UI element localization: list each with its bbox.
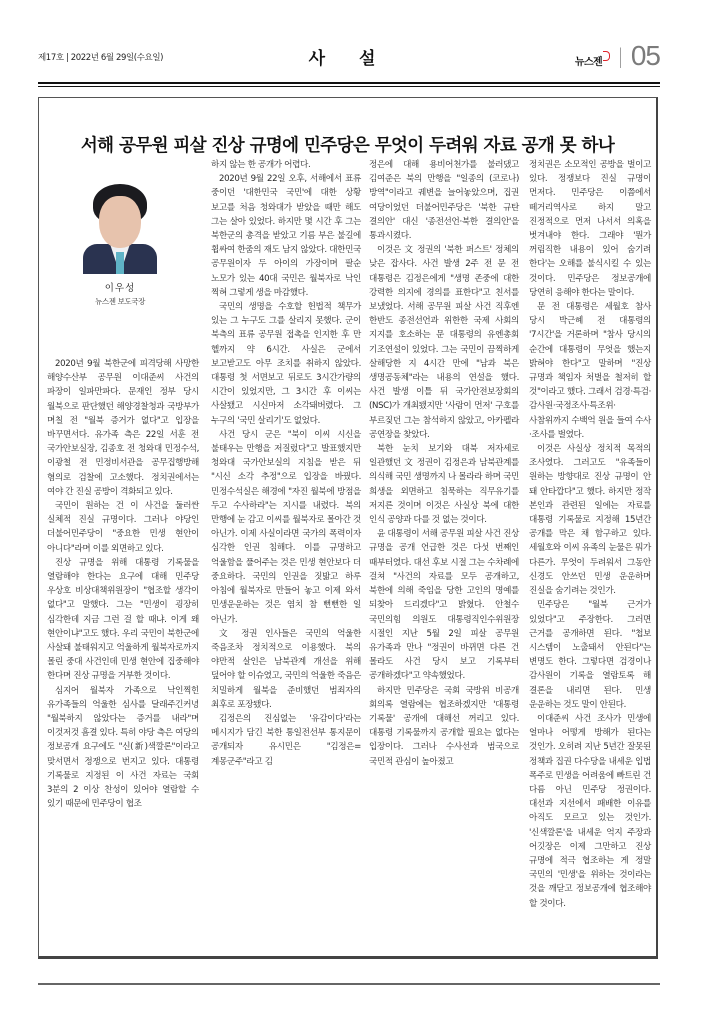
author-name: 이우성 (104, 283, 136, 294)
paragraph: 사건 당시 군은 "북이 이씨 시신을 불태우는 만행을 저질렀다"고 발표했지만 청와대 국가안보실의 지침을 받은 뒤 "시신 소각 추정"으로 입장을 바꿨다. 민정수석실은 해경에 "자진 월북에 방점을 두고 수사하라"는 지시를 내렸다. 북의 만행에 눈 감고 이씨를 월북자로 몰아간 것 아닌가. 이제 사실이라면 국가의 폭력이자 심각한 인권 침해다. 이를 규명하고 억울함을 풀어주는 것은 민생 현안보다 더 중요하다. 국민의 인권을 짓밟고 하루 아침에 월북자로 만들어 놓고 이제 와서 민생운운하는 것은 염치 참 뻔뻔한 일 아닌가. (211, 429, 361, 625)
author-title: 뉴스젠 보도국장 (95, 297, 145, 306)
logo-mark-icon (603, 51, 610, 61)
header-rule-thin (38, 86, 660, 87)
paragraph: 이것은 文 정권의 '북한 퍼스트' 정체의 낮은 잡사다. 사건 발생 2주 전 문 전 대통령은 김정은에게 "생명 존중에 대한 강력한 의지에 경의를 표한다"고 친서를 보냈었다. 서해 공무원 피살 사건 직후엔 한반도 종전선언과 위한한 국제 사회의 지지를 호소하는 문 대통령의 유엔총회 기조연설이 있었다. 그는 국민이 끔찍하게 살해당한 지 4시간 만에 "남과 북은 생명공동체"라는 내용의 연설을 했다. 사건 발생 이틀 뒤 국가안전보장회의(NSC)가 개최됐지만 '사람이 먼저' 구호를 부르짖던 그는 참석하지 않았고, 아카펠라 공연장을 찾았다. (369, 245, 519, 440)
article-headline: 서해 공무원 피살 진상 규명에 민주당은 무엇이 두려워 자료 공개 못 하나 (80, 135, 615, 156)
article-column-3 (369, 158, 519, 769)
header-separator: | (617, 44, 624, 68)
paragraph: 하지만 민주당은 국회 국방위 비공개 회의록 열람에는 협조하겠지만 '대통령 기록물' 공개에 대해선 꺼리고 있다. 대통령 기록물까지 공개할 필요는 없다는 입장이다. 그러나 수사선과 범국으로 국민적 관심이 높아졌고 (369, 685, 519, 767)
article-column-1 (47, 357, 199, 812)
paragraph: 국민의 생명을 수호할 헌법적 책무가 있는 그 누구도 그를 살리지 못했다. 군이 북측의 표류 공무원 접촉을 인지한 후 만 헬까지 약 6시간. 사실은 군에서 보고받고도 아무 조치를 취하지 않았다. 대통령 첫 서면보고 뒤로도 3시간가량의 시간이 있었지만, 그 3시간 후 이씨는 사살됐고 시신마저 소각돼버렸다. 그 누구의 '국민 살리기'도 없었다. (211, 302, 361, 426)
section-title: 사 설 (308, 49, 390, 69)
paragraph: 심지어 월북자 가족으로 낙인찍힌 유가족들의 억울한 심사를 달래주긴커녕 "월북하지 않았다는 증거를 내라"며 이것저것 흠결 있다. 특히 야당 측은 여당의 정보공개 요구에도 "신(新)색깔론"이라고 맞서면서 정쟁으로 번지고 있다. 대통령 기록물로 지정된 이 사건 자료는 국회 3분의 2 이상 찬성이 있어야 열람할 수 있기 때문에 민주당이 협조 (47, 685, 199, 810)
paragraph: 정은에 대해 용비어천가를 불러댔고 김여준은 북의 만행을 "일종의 (코로나) 방역"이라고 궤변을 늘어놓았으며, 집권 여당이었던 더불어민주당은 '북한 규탄 결의안' 대신 '종전선언·북한 결의안'을 통과시켰다. (369, 160, 519, 242)
paragraph: 하지 않는 한 공개가 어렵다. (211, 160, 311, 170)
logo-text: 뉴스젠 (574, 56, 603, 68)
header-rule-thick (38, 82, 660, 84)
article-column-2 (211, 158, 361, 769)
paragraph: 진상 규명을 위해 대통령 기록물을 열람해야 한다는 요구에 대해 민주당 우상호 비상대책위원장이 "협조할 생각이 없다"고 말했다. 그는 "민생이 굉장히 심각한데 지금 그런 걸 할 때냐. 이게 왜 현안이냐"고도 했다. 우리 국민이 북한군에 사살돼 불태워지고 억울하게 월북자로까지 몰린 중대 사건인데 민생 현안에 집중해야 한다며 진상 규명을 거부한 것이다. (47, 557, 199, 682)
paragraph: 민주당은 "월북 근거가 있었다"고 주장한다. 그러면 근거를 공개하면 된다. "첩보 시스템이 노출돼서 안된다"는 변명도 한다. 그렇다면 검경이나 감사원이 기록을 열람토록 해 결론을 내리면 된다. 민생 운운하는 것도 말이 안된다. (529, 600, 651, 710)
paragraph: 김정은의 진심없는 '유감이다'라는 메시지가 담긴 북한 통일전선부 통지문이 공개되자 유시민은 "김정은=계몽군주"라고 김 (211, 713, 361, 767)
newspaper-logo (575, 53, 610, 68)
paragraph: 윤 대통령이 서해 공무원 피살 사건 진상 규명을 공개 언급한 것은 다섯 번째인 때부터였다. 대선 후보 시절 그는 수차례에 걸쳐 "사건의 자료를 모두 공개하고, 북한에 의해 죽임을 당한 고인의 명예를 되찾아 드리겠다"고 밝혔다. 안철수 국민의힘 의원도 대통령직인수위원장 시절인 지난 5월 2일 피살 공무원 유가족과 만나 "정권이 바뀌면 다른 건 몰라도 사건 당시 보고 기록부터 공개하겠다"고 약속했었다. (369, 529, 519, 682)
page-header (38, 40, 660, 88)
paragraph: 2020년 9월 22일 오후, 서해에서 표류 중이던 '대한민국 국민'에 대한 상황 보고를 처음 청와대가 받았을 때만 해도 그는 살아 있었다. 하지만 몇 시간 후 그는 북한군의 총격을 받았고 기름 부은 불길에 휩싸여 한줌의 재도 남지 않았다. 대한민국 공무원이자 두 아이의 가장이며 팔순 노모가 있는 40대 국민은 월북자로 낙인 찍혀 그렇게 생을 마감했다. (211, 174, 361, 298)
author-photo (79, 178, 161, 274)
paragraph: 이것은 사실상 정치적 목적의 조사였다. 그러고도 "유족들이 원하는 방향대로 진상 규명이 안 돼 안타깝다"고 했다. 하지만 정작 본인과 관련된 일에는 자료를 대통령 기록물로 지정해 15년간 공개를 막은 채 함구하고 있다. 세월호와 이씨 유족의 눈물은 뭐가 다른가. 무엇이 두려워서 그동안 신경도 안쓰던 민생 운운하며 진실을 숨기려는 것인가. (529, 444, 651, 597)
paragraph: 정치권은 소모적인 공방을 벌이고 있다. 정쟁보다 진실 규명이 먼저다. 민주당은 이쯤에서 떼거리역사로 하지 말고 진정적으로 먼저 나서서 의혹을 벗겨내야 한다. 그래야 '뭔가 꺼림직한 내용이 있어 숨기려 한다'는 오해를 불식시킬 수 있는 것이다. 민주당은 정보공개에 당연히 응해야 한다는 말이다. (529, 160, 651, 298)
masthead (575, 40, 660, 72)
page-number: 05 (630, 40, 660, 71)
article-column-4 (529, 158, 651, 911)
paragraph: 북한 눈치 보기와 대북 저자세로 일관했던 文 정권이 김정은과 남북관계를 의식해 국민 생명까지 나 몰라라 하며 국민 희생을 외면하고 침묵하는 직무유기를 저지른 것이며 이것은 사실상 북에 대한 인식 공양과 다를 것 없는 것이다. (369, 444, 519, 526)
editorial-article (38, 97, 658, 959)
paragraph: 이대준씨 사건 조사가 민생에 얼마나 어떻게 방해가 된다는 것인가. 오히려 지난 5년간 잘못된 정책과 집권 다수당을 내세운 입법 폭주로 민생을 어려움에 빠트린 건 다름 아닌 민주당 정권이다. 대선과 지선에서 패배한 이유를 아직도 모르고 있는 것인가. '신색깔론'을 내세운 억지 주장과 어깃장은 이제 그만하고 진상 규명에 적극 협조하는 게 정말 국민의 '민생'을 위하는 것이라는 것을 깨닫고 정보공개에 협조해야 할 것이다. (529, 713, 651, 909)
paragraph: 文 정권 인사들은 국민의 억울한 죽음조차 정치적으로 이용했다. 북의 야만적 살인은 남북관계 개선을 위해 덮어야 할 이슈였고, 국민의 억울한 죽음은 치밀하게 월북을 준비했던 범죄자의 최후로 포장됐다. (211, 628, 361, 710)
paragraph: 국민이 원하는 건 이 사건을 둘러싼 실체적 진실 규명이다. 그러나 야당인 더불어민주당이 "중요한 민생 현안이 아니다"라며 이를 외면하고 있다. (47, 501, 199, 554)
paragraph: 문 전 대통령은 세월호 참사 당시 박근혜 전 대통령의 '7시간'을 거론하며 "참사 당시의 순간에 대통령이 무엇을 했는지 밝혀야 한다"고 말하며 "진상 규명과 책임자 처벌을 철저히 할 것"이라고 했다. 그래서 검경·특검·감사원·국정조사·특조위·사참위까지 수백억 원을 들여 수사·조사를 벌였다. (529, 302, 651, 440)
issue-date: 제17호 | 2022년 6월 29일(수요일) (38, 53, 164, 63)
author-block (79, 178, 161, 307)
footer-rule (38, 983, 660, 985)
paragraph: 2020년 9월 북한군에 피격당해 사망한 해양수산부 공무원 이대준씨 사건의 파장이 일파만파다. 문재인 정부 당시 월북으로 판단했던 해양경찰청과 국방부가 며칠 전 "월북 증거가 없다"고 입장을 바꾸면서다. 유가족 측은 22일 서훈 전 국가안보실장, 김종호 전 청와대 민정수석, 이광철 전 민정비서관을 공무집행방해 혐의로 검찰에 고소했다. 정치권에서는 여야 간 진실 공방이 격화되고 있다. (47, 359, 199, 497)
